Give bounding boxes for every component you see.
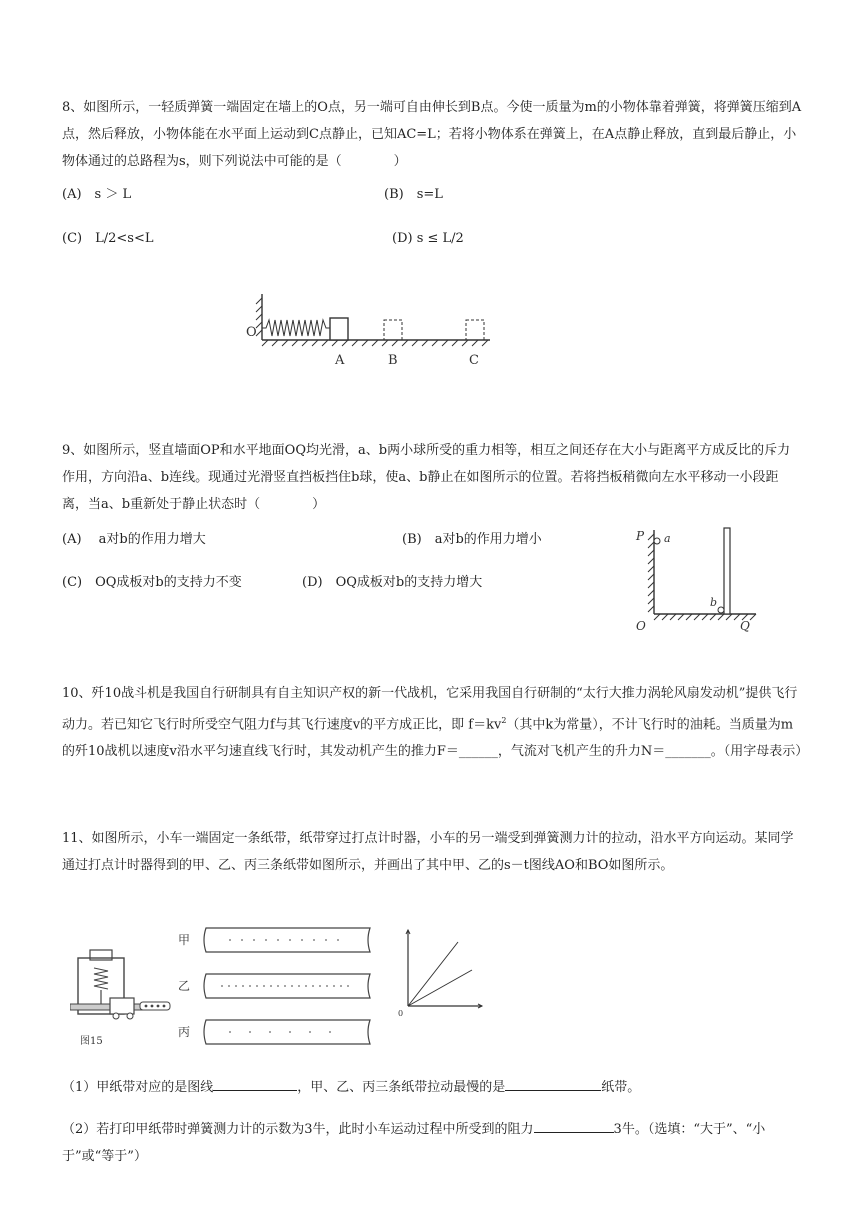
q8-option-d[interactable]: (D) s ≤ L/2 (392, 231, 464, 246)
q11-sub1-blank-1[interactable] (213, 1076, 297, 1091)
q11-tape-label-jia: 甲 (178, 933, 191, 947)
q11-sub1-text-a: （1）甲纸带对应的是图线 (62, 1080, 214, 1095)
q8-label-a: A (335, 353, 345, 368)
q9-label-o: O (636, 619, 646, 633)
q11-sub2-text-b: 3牛。（选填：“大于”、“小于”或“等于”） (62, 1122, 766, 1164)
q8-label-o: O (246, 325, 257, 340)
q9-stem: 9、如图所示，竖直墙面OP和水平地面OQ均光滑，a、b两小球所受的重力相等，相互之间还存在大小与距离平方成反比的斥力作用，方向沿a、b连线。现通过光滑竖直挡板挡住b球，使a、b静止在如图所示的位置。若将挡板稍微向左水平移动一小段距离，当a、b重新处于静止状态时（ ） (62, 443, 791, 512)
q11-graph-origin: 0 (398, 1009, 404, 1018)
q10-stem-part2: （其中k为常量），不计飞行时的油耗。当质量为m 的歼10战机以速度v沿水平匀速直线飞行时，其发动机产生的推力F＝______，气流对飞机产生的升力N＝_______。（用字母表示） (62, 717, 809, 760)
q9-label-q: Q (740, 619, 750, 633)
q8-stem: 8、如图所示，一轻质弹簧一端固定在墙上的O点，另一端可自由伸长到B点。今使一质量为m的小物体靠着弹簧，将弹簧压缩到A点，然后释放，小物体能在水平面上运动到C点静止，已知AC=L；若将小物体系在弹簧上，在A点静止释放，直到最后静止，小物体通过的总路程为s，则下列说法中可能的是（ ） (62, 100, 802, 169)
q10-stem (62, 680, 809, 765)
q10-stem-part1: 10、歼10战斗机是我国自行研制具有自主知识产权的新一代战机，它采用我国自行研制的“太行大推力涡轮风扇发动机”提供飞行动力。若已知它飞行时所受空气阻力f与其飞行速度v的平方成正比，即 f＝kv (62, 686, 798, 733)
q9-wall-figure (628, 524, 764, 634)
q8-label-c: C (469, 353, 479, 368)
q11-apparatus-figure (70, 944, 180, 1054)
q11-tapes-figure (172, 922, 378, 1060)
q9-option-b[interactable]: (B) a对b的作用力增小 (402, 532, 542, 547)
q11-sub2-blank[interactable] (534, 1118, 614, 1133)
q9-label-a: a (664, 532, 671, 545)
q9-label-b: b (710, 596, 718, 609)
q8-option-b[interactable]: (B) s=L (384, 187, 443, 202)
q10-exponent: 2 (501, 716, 507, 725)
q9-option-c[interactable]: (C) OQ成板对b的支持力不变 (62, 575, 242, 590)
q9-option-d[interactable]: (D) OQ成板对b的支持力增大 (302, 575, 483, 590)
q11-st-graph (396, 926, 486, 1020)
q9-option-a[interactable]: (A) a对b的作用力增大 (62, 532, 206, 547)
q11-tape-label-yi: 乙 (178, 979, 191, 993)
q8-option-c[interactable]: (C) L/2<s<L (62, 231, 154, 246)
q11-tape-label-bing: 丙 (178, 1025, 191, 1039)
q11-stem: 11、如图所示，小车一端固定一条纸带，纸带穿过打点计时器，小车的另一端受到弹簧测力计的拉动，沿水平方向运动。某同学通过打点计时器得到的甲、乙、丙三条纸带如图所示，并画出了其中甲、乙的s－t图线AO和BO如图所示。 (62, 831, 794, 873)
q8-spring-figure (240, 288, 500, 372)
q11-figure-caption: 图15 (80, 1036, 103, 1047)
q11-sub2 (62, 1116, 802, 1170)
q11-sub1 (62, 1074, 802, 1101)
q8-label-b: B (388, 353, 398, 368)
q11-sub2-text-a: （2）若打印甲纸带时弹簧测力计的示数为3牛，此时小车运动过程中所受到的阻力 (62, 1122, 534, 1137)
q11-sub1-text-c: 纸带。 (601, 1080, 641, 1095)
q11-sub1-text-b: ，甲、乙、丙三条纸带拉动最慢的是 (297, 1080, 506, 1095)
q9-label-p: P (636, 529, 645, 543)
q11-sub1-blank-2[interactable] (505, 1076, 601, 1091)
q8-option-a[interactable]: (A) s ＞ L (62, 187, 132, 202)
